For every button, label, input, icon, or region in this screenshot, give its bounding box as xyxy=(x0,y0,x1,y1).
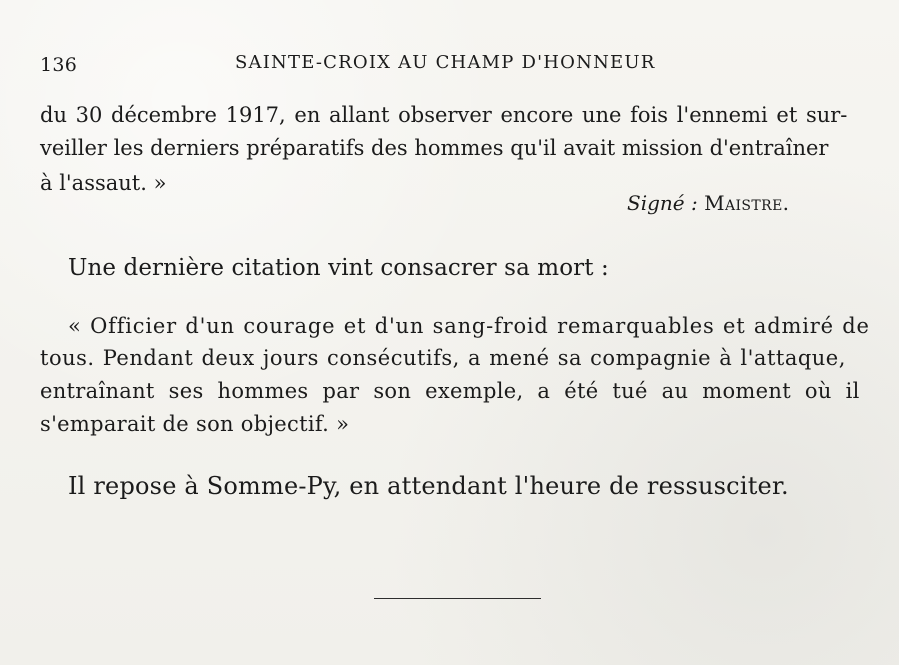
quote-line-2: tous. Pendant deux jours consécutifs, a mené sa compagnie à l'attaque, xyxy=(40,346,846,370)
page-number: 136 xyxy=(40,54,78,76)
quote-line-1: « Officier d'un courage et d'un sang-froid remarquables et admiré de xyxy=(68,314,870,338)
quote-line-4: s'emparait de son objectif. » xyxy=(40,412,350,436)
citation-intro: Une dernière citation vint consacrer sa mort : xyxy=(68,255,609,281)
signed-label: Signé : xyxy=(627,191,698,215)
text-line-3: à l'assaut. » xyxy=(40,171,167,195)
signature-line xyxy=(627,191,789,215)
closing-sentence: Il repose à Somme-Py, en attendant l'heure de ressusciter. xyxy=(68,472,789,500)
text-line-2: veiller les derniers préparatifs des hommes qu'il avait mission d'entraîner xyxy=(40,136,829,160)
text-line-1: du 30 décembre 1917, en allant observer encore une fois l'ennemi et sur- xyxy=(40,103,848,127)
signed-name: Maistre. xyxy=(704,191,790,215)
running-head: SAINTE-CROIX AU CHAMP D'HONNEUR xyxy=(235,52,656,73)
section-divider xyxy=(374,598,541,599)
quote-line-3: entraînant ses hommes par son exemple, a été tué au moment où il xyxy=(40,379,860,403)
